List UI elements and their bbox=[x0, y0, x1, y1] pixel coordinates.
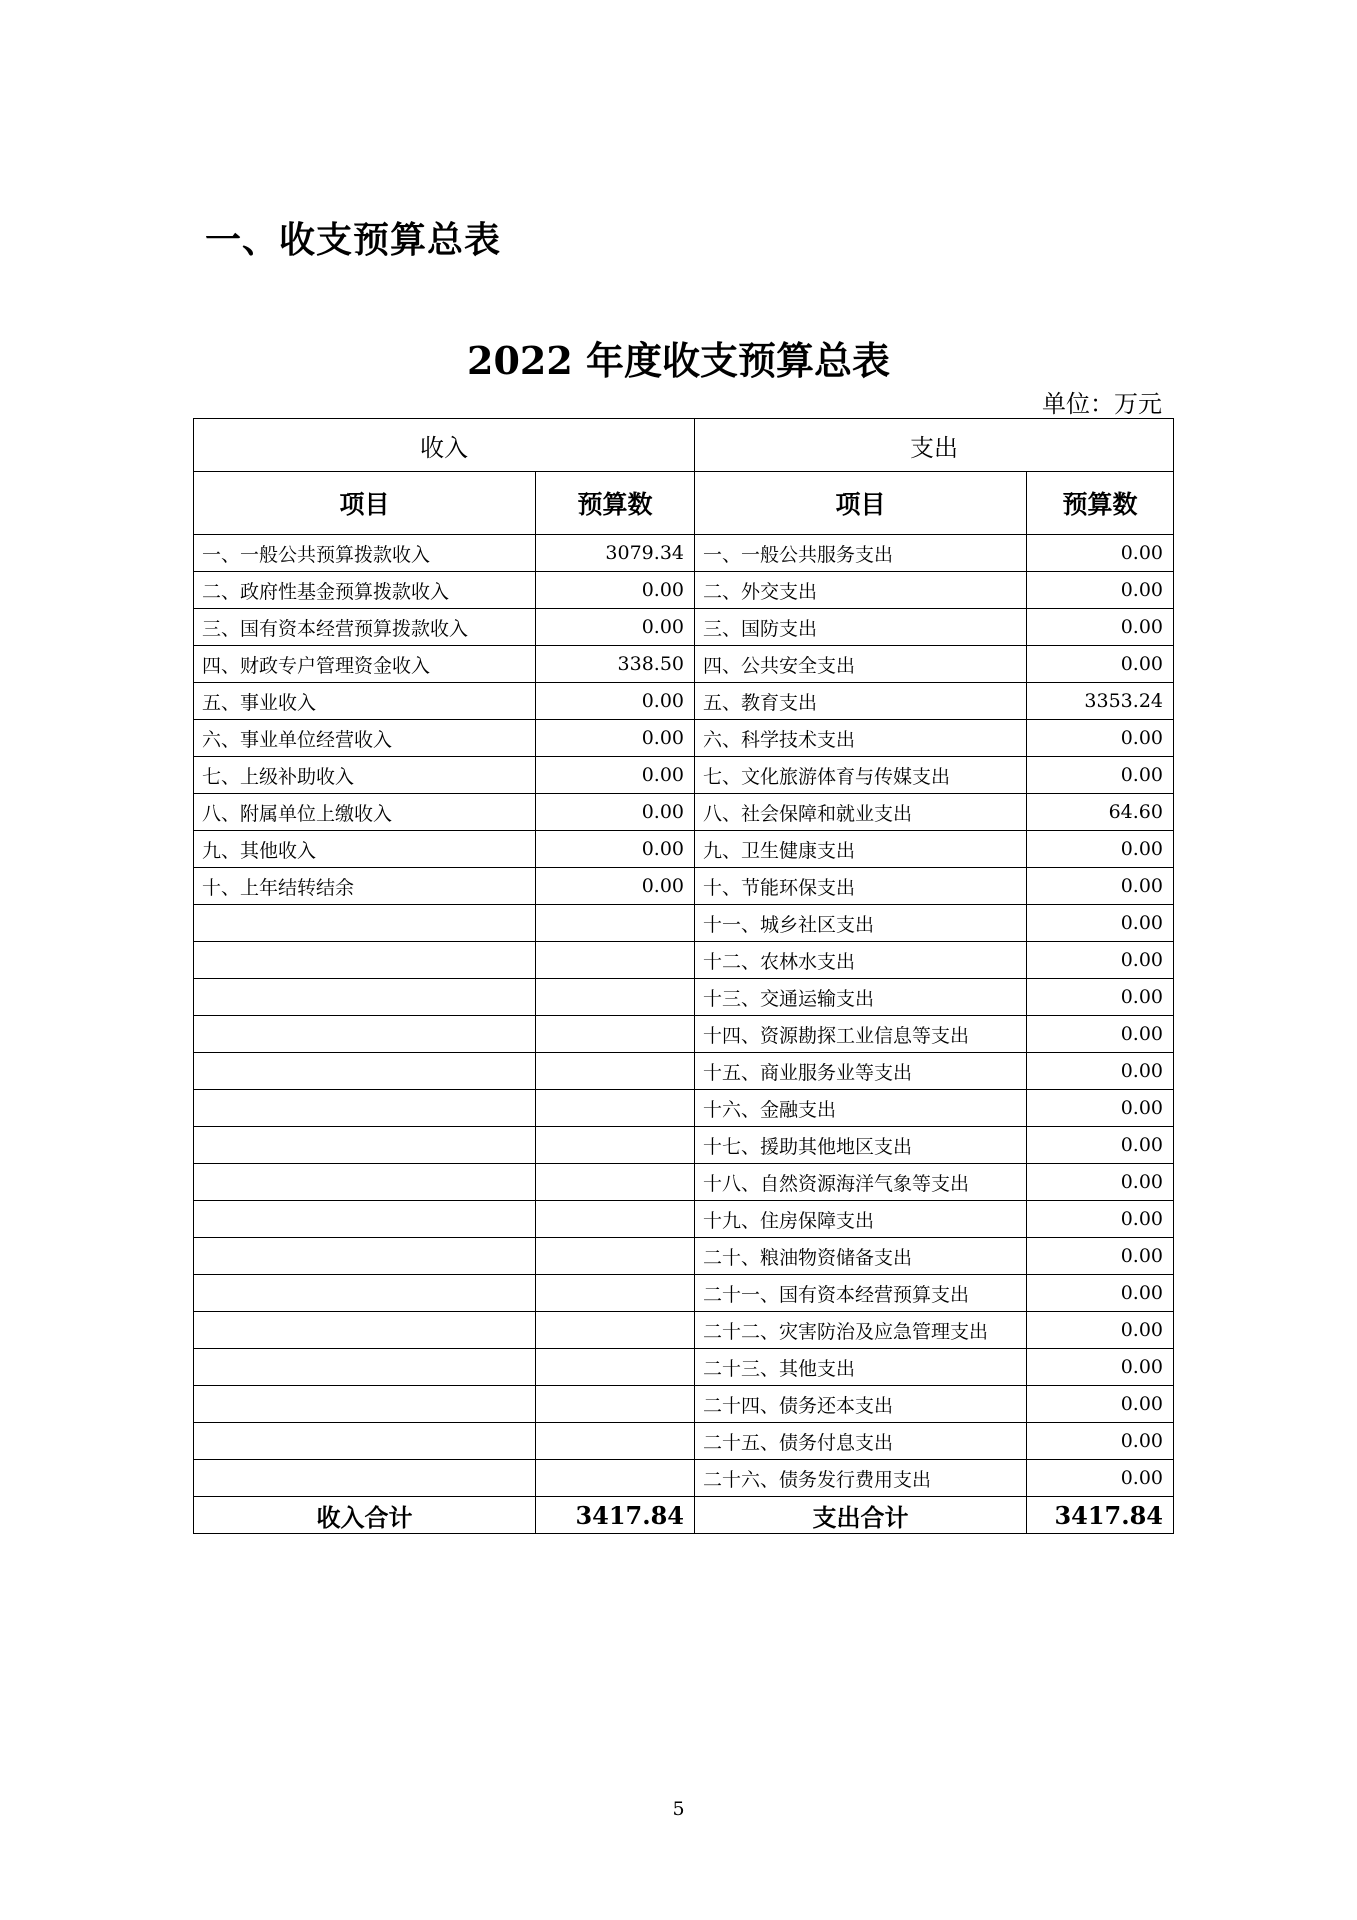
expense-amount-cell: 0.00 bbox=[1027, 1312, 1174, 1349]
table-row bbox=[194, 794, 1174, 831]
budget-table bbox=[193, 418, 1174, 1534]
income-item-cell bbox=[194, 1460, 536, 1497]
income-amount-cell bbox=[536, 1275, 695, 1312]
income-item-cell bbox=[194, 1127, 536, 1164]
column-header-row bbox=[194, 472, 1174, 535]
expense-item-cell: 十二、农林水支出 bbox=[695, 942, 1027, 979]
expense-amount-header: 预算数 bbox=[1027, 472, 1174, 535]
income-item-cell bbox=[194, 1016, 536, 1053]
income-item-cell bbox=[194, 1053, 536, 1090]
expense-amount-cell: 0.00 bbox=[1027, 1201, 1174, 1238]
expense-item-cell: 十七、援助其他地区支出 bbox=[695, 1127, 1027, 1164]
expense-amount-cell: 0.00 bbox=[1027, 1423, 1174, 1460]
expense-total-amount: 3417.84 bbox=[1027, 1497, 1174, 1534]
table-row bbox=[194, 535, 1174, 572]
page-number: 5 bbox=[672, 1798, 685, 1820]
income-item-cell bbox=[194, 1386, 536, 1423]
expense-amount-cell: 0.00 bbox=[1027, 646, 1174, 683]
income-amount-cell bbox=[536, 1053, 695, 1090]
income-total-amount: 3417.84 bbox=[536, 1497, 695, 1534]
expense-amount-cell: 0.00 bbox=[1027, 1349, 1174, 1386]
income-amount-cell bbox=[536, 1386, 695, 1423]
table-row bbox=[194, 1349, 1174, 1386]
income-item-cell bbox=[194, 1312, 536, 1349]
expense-amount-cell: 0.00 bbox=[1027, 905, 1174, 942]
expense-group-header: 支出 bbox=[695, 419, 1174, 472]
unit-label: 单位：万元 bbox=[1042, 390, 1162, 418]
expense-item-cell: 二十一、国有资本经营预算支出 bbox=[695, 1275, 1027, 1312]
income-item-cell bbox=[194, 1349, 536, 1386]
income-item-cell bbox=[194, 905, 536, 942]
expense-item-cell: 五、教育支出 bbox=[695, 683, 1027, 720]
expense-total-label: 支出合计 bbox=[695, 1497, 1027, 1534]
expense-item-cell: 十五、商业服务业等支出 bbox=[695, 1053, 1027, 1090]
expense-item-cell: 四、公共安全支出 bbox=[695, 646, 1027, 683]
income-amount-cell bbox=[536, 1312, 695, 1349]
table-title: 2022 年度收支预算总表 bbox=[467, 338, 890, 383]
expense-item-cell: 八、社会保障和就业支出 bbox=[695, 794, 1027, 831]
expense-amount-cell: 0.00 bbox=[1027, 535, 1174, 572]
income-item-cell bbox=[194, 979, 536, 1016]
income-amount-cell bbox=[536, 942, 695, 979]
income-amount-cell bbox=[536, 1090, 695, 1127]
income-item-cell bbox=[194, 1164, 536, 1201]
table-row bbox=[194, 572, 1174, 609]
expense-item-cell: 七、文化旅游体育与传媒支出 bbox=[695, 757, 1027, 794]
table-row bbox=[194, 831, 1174, 868]
income-item-cell bbox=[194, 1423, 536, 1460]
expense-item-cell: 十三、交通运输支出 bbox=[695, 979, 1027, 1016]
table-row bbox=[194, 646, 1174, 683]
table-row bbox=[194, 1016, 1174, 1053]
table-row bbox=[194, 905, 1174, 942]
income-amount-cell: 0.00 bbox=[536, 794, 695, 831]
expense-item-cell: 十六、金融支出 bbox=[695, 1090, 1027, 1127]
income-amount-cell bbox=[536, 979, 695, 1016]
table-row bbox=[194, 979, 1174, 1016]
expense-amount-cell: 3353.24 bbox=[1027, 683, 1174, 720]
income-item-cell bbox=[194, 1090, 536, 1127]
expense-amount-cell: 0.00 bbox=[1027, 1090, 1174, 1127]
expense-amount-cell: 0.00 bbox=[1027, 831, 1174, 868]
income-total-label: 收入合计 bbox=[194, 1497, 536, 1534]
expense-item-cell: 一、一般公共服务支出 bbox=[695, 535, 1027, 572]
income-amount-cell: 0.00 bbox=[536, 609, 695, 646]
income-item-cell: 一、一般公共预算拨款收入 bbox=[194, 535, 536, 572]
expense-amount-cell: 0.00 bbox=[1027, 1275, 1174, 1312]
expense-amount-cell: 0.00 bbox=[1027, 572, 1174, 609]
expense-item-cell: 二十、粮油物资储备支出 bbox=[695, 1238, 1027, 1275]
expense-amount-cell: 0.00 bbox=[1027, 609, 1174, 646]
income-item-cell: 八、附属单位上缴收入 bbox=[194, 794, 536, 831]
expense-amount-cell: 0.00 bbox=[1027, 979, 1174, 1016]
income-item-cell: 二、政府性基金预算拨款收入 bbox=[194, 572, 536, 609]
income-amount-cell bbox=[536, 1423, 695, 1460]
expense-item-cell: 十九、住房保障支出 bbox=[695, 1201, 1027, 1238]
table-row bbox=[194, 1460, 1174, 1497]
table-body bbox=[194, 535, 1174, 1497]
income-amount-cell: 0.00 bbox=[536, 757, 695, 794]
expense-amount-cell: 0.00 bbox=[1027, 868, 1174, 905]
expense-amount-cell: 0.00 bbox=[1027, 1053, 1174, 1090]
expense-item-cell: 二、外交支出 bbox=[695, 572, 1027, 609]
expense-amount-cell: 0.00 bbox=[1027, 720, 1174, 757]
income-item-cell: 十、上年结转结余 bbox=[194, 868, 536, 905]
table-row bbox=[194, 942, 1174, 979]
income-item-cell: 五、事业收入 bbox=[194, 683, 536, 720]
group-header-row bbox=[194, 419, 1174, 472]
table-row bbox=[194, 720, 1174, 757]
table-row bbox=[194, 868, 1174, 905]
income-amount-cell bbox=[536, 905, 695, 942]
expense-item-cell: 十、节能环保支出 bbox=[695, 868, 1027, 905]
expense-amount-cell: 0.00 bbox=[1027, 942, 1174, 979]
expense-amount-cell: 0.00 bbox=[1027, 1386, 1174, 1423]
income-amount-cell: 3079.34 bbox=[536, 535, 695, 572]
expense-item-cell: 二十三、其他支出 bbox=[695, 1349, 1027, 1386]
table-row bbox=[194, 683, 1174, 720]
expense-item-cell: 九、卫生健康支出 bbox=[695, 831, 1027, 868]
expense-item-cell: 三、国防支出 bbox=[695, 609, 1027, 646]
table-row bbox=[194, 609, 1174, 646]
table-row bbox=[194, 1201, 1174, 1238]
income-item-cell: 七、上级补助收入 bbox=[194, 757, 536, 794]
table-row bbox=[194, 1164, 1174, 1201]
expense-item-cell: 十一、城乡社区支出 bbox=[695, 905, 1027, 942]
income-amount-cell: 0.00 bbox=[536, 683, 695, 720]
expense-item-cell: 二十二、灾害防治及应急管理支出 bbox=[695, 1312, 1027, 1349]
table-row bbox=[194, 1053, 1174, 1090]
income-item-cell: 四、财政专户管理资金收入 bbox=[194, 646, 536, 683]
expense-amount-cell: 0.00 bbox=[1027, 1460, 1174, 1497]
table-row bbox=[194, 1090, 1174, 1127]
table-row bbox=[194, 1238, 1174, 1275]
expense-amount-cell: 0.00 bbox=[1027, 757, 1174, 794]
income-amount-cell bbox=[536, 1238, 695, 1275]
income-item-header: 项目 bbox=[194, 472, 536, 535]
income-item-cell: 九、其他收入 bbox=[194, 831, 536, 868]
table-row bbox=[194, 1275, 1174, 1312]
income-amount-cell: 338.50 bbox=[536, 646, 695, 683]
income-item-cell bbox=[194, 1201, 536, 1238]
expense-item-cell: 二十四、债务还本支出 bbox=[695, 1386, 1027, 1423]
table-row bbox=[194, 1386, 1174, 1423]
expense-amount-cell: 0.00 bbox=[1027, 1164, 1174, 1201]
income-amount-cell bbox=[536, 1164, 695, 1201]
expense-item-header: 项目 bbox=[695, 472, 1027, 535]
expense-item-cell: 十四、资源勘探工业信息等支出 bbox=[695, 1016, 1027, 1053]
income-item-cell bbox=[194, 942, 536, 979]
income-item-cell bbox=[194, 1238, 536, 1275]
income-amount-cell: 0.00 bbox=[536, 831, 695, 868]
income-amount-header: 预算数 bbox=[536, 472, 695, 535]
table-row bbox=[194, 1127, 1174, 1164]
expense-item-cell: 六、科学技术支出 bbox=[695, 720, 1027, 757]
income-item-cell: 六、事业单位经营收入 bbox=[194, 720, 536, 757]
income-item-cell: 三、国有资本经营预算拨款收入 bbox=[194, 609, 536, 646]
income-amount-cell bbox=[536, 1349, 695, 1386]
expense-amount-cell: 0.00 bbox=[1027, 1127, 1174, 1164]
table-row bbox=[194, 757, 1174, 794]
expense-amount-cell: 0.00 bbox=[1027, 1016, 1174, 1053]
income-amount-cell bbox=[536, 1460, 695, 1497]
expense-amount-cell: 64.60 bbox=[1027, 794, 1174, 831]
income-item-cell bbox=[194, 1275, 536, 1312]
income-amount-cell: 0.00 bbox=[536, 868, 695, 905]
expense-amount-cell: 0.00 bbox=[1027, 1238, 1174, 1275]
section-heading: 一、收支预算总表 bbox=[205, 220, 502, 261]
income-amount-cell bbox=[536, 1016, 695, 1053]
expense-item-cell: 十八、自然资源海洋气象等支出 bbox=[695, 1164, 1027, 1201]
table-row bbox=[194, 1423, 1174, 1460]
income-amount-cell: 0.00 bbox=[536, 720, 695, 757]
total-row bbox=[194, 1497, 1174, 1534]
income-group-header: 收入 bbox=[194, 419, 695, 472]
income-amount-cell: 0.00 bbox=[536, 572, 695, 609]
income-amount-cell bbox=[536, 1201, 695, 1238]
table-row bbox=[194, 1312, 1174, 1349]
income-amount-cell bbox=[536, 1127, 695, 1164]
expense-item-cell: 二十六、债务发行费用支出 bbox=[695, 1460, 1027, 1497]
expense-item-cell: 二十五、债务付息支出 bbox=[695, 1423, 1027, 1460]
